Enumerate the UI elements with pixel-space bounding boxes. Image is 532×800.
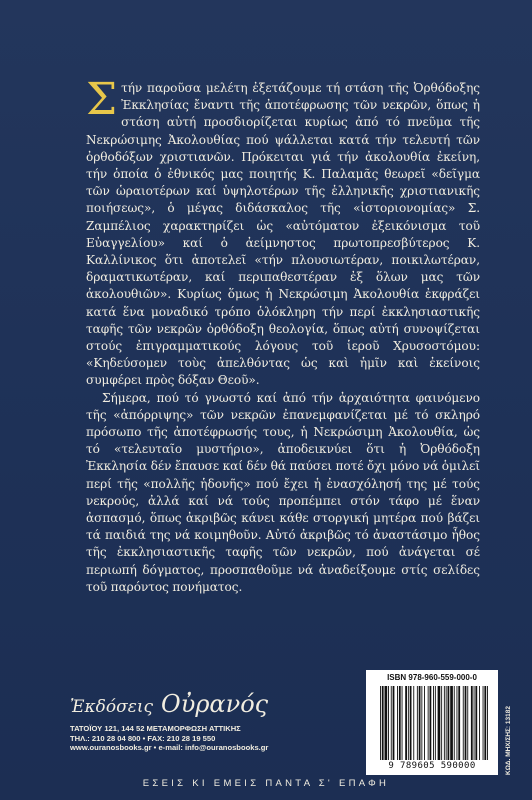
barcode-bar — [448, 686, 450, 760]
barcode-bar — [433, 686, 434, 760]
paragraph-2: Σήμερα, πού τό γνωστό καί ἀπό τήν ἀρχαιότητα φαινόμενο τῆς «ἀπόρριψης» τῶν νεκρῶν ἐπανεμφανίζεται μέ τό σκληρό πρόσωπο τῆς ἀποτέφρωσής τους, ἡ Νεκρώσιμη Ἀκολουθία, ὡς τό «τελευταῖο μυστήριο», ἀποδεικνύει ὅτι ἡ Ὀρθόδοξη Ἐκκλησία δέν ἔπαυσε καί δέν θά παύσει ποτέ ὄχι μόνο νά ὁμιλεῖ περί τῆς «πολλῆς ἡδονῆς» πού ἔχει ἡ ἐνασχόλησή της μέ τούς νεκρούς, ἀλλά καί νά τούς προπέμπει στόν τάφο μέ ἕναν ἀσπασμό, ὅπως ἀκριβῶς κάνει κάθε στοργική μητέρα πού βάζει τά παιδιά της νά κοιμηθοῦν. Αὐτό ἀκριβῶς τό ἀναστάσιμο ἦθος τῆς ἐκκλησιαστικῆς ταφῆς τῶν νεκρῶν, πού ἀνάγεται σέ περιωπή δόγματος, προσπαθοῦμε νά ἀναδείξουμε στίς σελίδες τοῦ παρόντος πονήματος. — [86, 390, 480, 594]
barcode-bar — [421, 686, 422, 760]
barcode-bar — [444, 686, 445, 760]
address-line: ΤΑΤΟΪΟΥ 121, 144 52 ΜΕΤΑΜΟΡΦΩΣΗ ΑΤΤΙΚΗΣ — [70, 724, 241, 733]
barcode-bar — [413, 686, 414, 760]
barcode-bar — [441, 686, 442, 760]
barcode-bar — [382, 686, 384, 760]
barcode-bar — [484, 686, 486, 760]
barcode-bar — [408, 686, 409, 760]
barcode-bar — [402, 686, 403, 760]
barcode-bar — [457, 686, 458, 760]
barcode-bar — [454, 686, 455, 760]
barcode-bar — [399, 686, 401, 760]
publisher-logo-name: Οὐρανός — [161, 690, 269, 718]
barcode-bar — [435, 686, 436, 760]
isbn-label: ISBN 978-960-559-000-0 — [387, 673, 477, 682]
publisher-logo-small: Ἐκδόσεις — [70, 697, 154, 717]
barcode-bar — [424, 686, 425, 760]
barcode-bar — [474, 686, 475, 760]
contact-line: ΤΗΛ.: 210 28 04 800 • FAX: 210 28 19 550 — [70, 733, 216, 743]
barcode-bar — [391, 686, 392, 760]
paragraph-1 — [86, 74, 480, 390]
barcode-bar — [438, 686, 441, 760]
barcode-bar — [458, 686, 460, 760]
barcode-bar — [380, 686, 381, 760]
publisher-logo — [70, 690, 268, 718]
barcode-bar — [446, 686, 447, 760]
paragraph-1-text: τήν παροῦσα μελέτη ἐξετάζουμε τή στάση τῆς Ὀρθόδοξης Ἐκκλησίας ἔναντι τῆς ἀποτέφρωσης τῶν νεκρῶν, ὅπως ἡ στάση αὐτή προσδιορίζεται κυρίως ἀπό τό πνεῦμα τῆς Νεκρώσιμης Ἀκολουθίας πού ψάλλεται κατά τήν τελευτή τῶν ὀρθοδόξων χριστιανῶν. Πρόκειται γιά τήν ἀκολουθία ἐκείνη, τήν ὁποία ὁ ἐθνικός μας ποιητής Κ. Παλαμᾶς θεωρεῖ «δεῖγμα τῶν ὡραιοτέρων καί ὑψηλοτέρων τῆς ἑλληνικῆς χριστιανικῆς ποιήσεως», ὁ μέγας διδάσκαλος τῆς «ἱστοριονομίας» Σ. Ζαμπέλιος χαρακτηρίζει ὡς «αὐτόματον ἐξεικόνισμα τοῦ Εὐαγγελίου» καί ὁ ἀείμνηστος πρωτοπρεσβύτερος Κ. Καλλίνικος ὅτι ἀποτελεῖ «τήν πλουσιωτέραν, ποικιλωτέραν, δραματικωτέραν, καί περιπαθεστέραν ἐξ ὅλων μας τῶν ἀκολουθιῶν». Κυρίως ὅμως ἡ Νεκρώσιμη Ἀκολουθία ἐκφράζει κατά ἕνα μοναδικό τρόπο ὁλόκληρη τήν περί ἐκκλησιαστικῆς ταφῆς τῶν νεκρῶν ὀρθόδοξη θεολογία, ὅπως αὐτή συνοψίζεται στούς ἐπιγραμματικούς λόγους τοῦ ἱεροῦ Χρυσοστόμου: «Κηδεύσομεν τοὺς ἀπελθόντας ὡς καὶ ἡμῖν καὶ ἐκείνοις συμφέρει πρὸς δόξαν Θεοῦ». — [86, 81, 480, 388]
product-code: ΚΩΔ. ΜΗΧ/ΣΗΣ: 13182 — [505, 706, 512, 775]
barcode-bar — [471, 686, 473, 760]
barcode-bar — [487, 686, 488, 760]
drop-cap: Σ — [86, 74, 118, 125]
barcode-bar — [428, 686, 429, 760]
blurb-text — [86, 74, 480, 596]
barcode-bar — [465, 686, 467, 760]
barcode-bar — [483, 686, 484, 760]
barcode-bar — [475, 686, 477, 760]
barcode-bar — [430, 686, 432, 760]
slogan: ΕΣΕΙΣ ΚΙ ΕΜΕΙΣ ΠΑΝΤΑ Σ' ΕΠΑΦΗ — [142, 778, 390, 789]
barcode-bar — [463, 686, 464, 760]
barcode-bar — [385, 686, 388, 760]
barcode-bar — [479, 686, 480, 760]
barcode-bar — [419, 686, 421, 760]
barcode-bar — [410, 686, 412, 760]
barcode-icon — [380, 686, 488, 760]
barcode-bar — [467, 686, 468, 760]
publisher-address — [70, 724, 370, 753]
barcode-bar — [397, 686, 398, 760]
barcode-bar — [388, 686, 389, 760]
web-line: www.ouranosbooks.gr • e-mail: info@ouranosbooks.gr — [70, 743, 269, 753]
barcode-bar — [450, 686, 453, 760]
barcode-bar — [393, 686, 395, 760]
barcode-digits: 9 789605 590000 — [388, 761, 476, 771]
barcode-box — [366, 670, 498, 775]
barcode-bar — [405, 686, 407, 760]
barcode-bar — [417, 686, 418, 760]
